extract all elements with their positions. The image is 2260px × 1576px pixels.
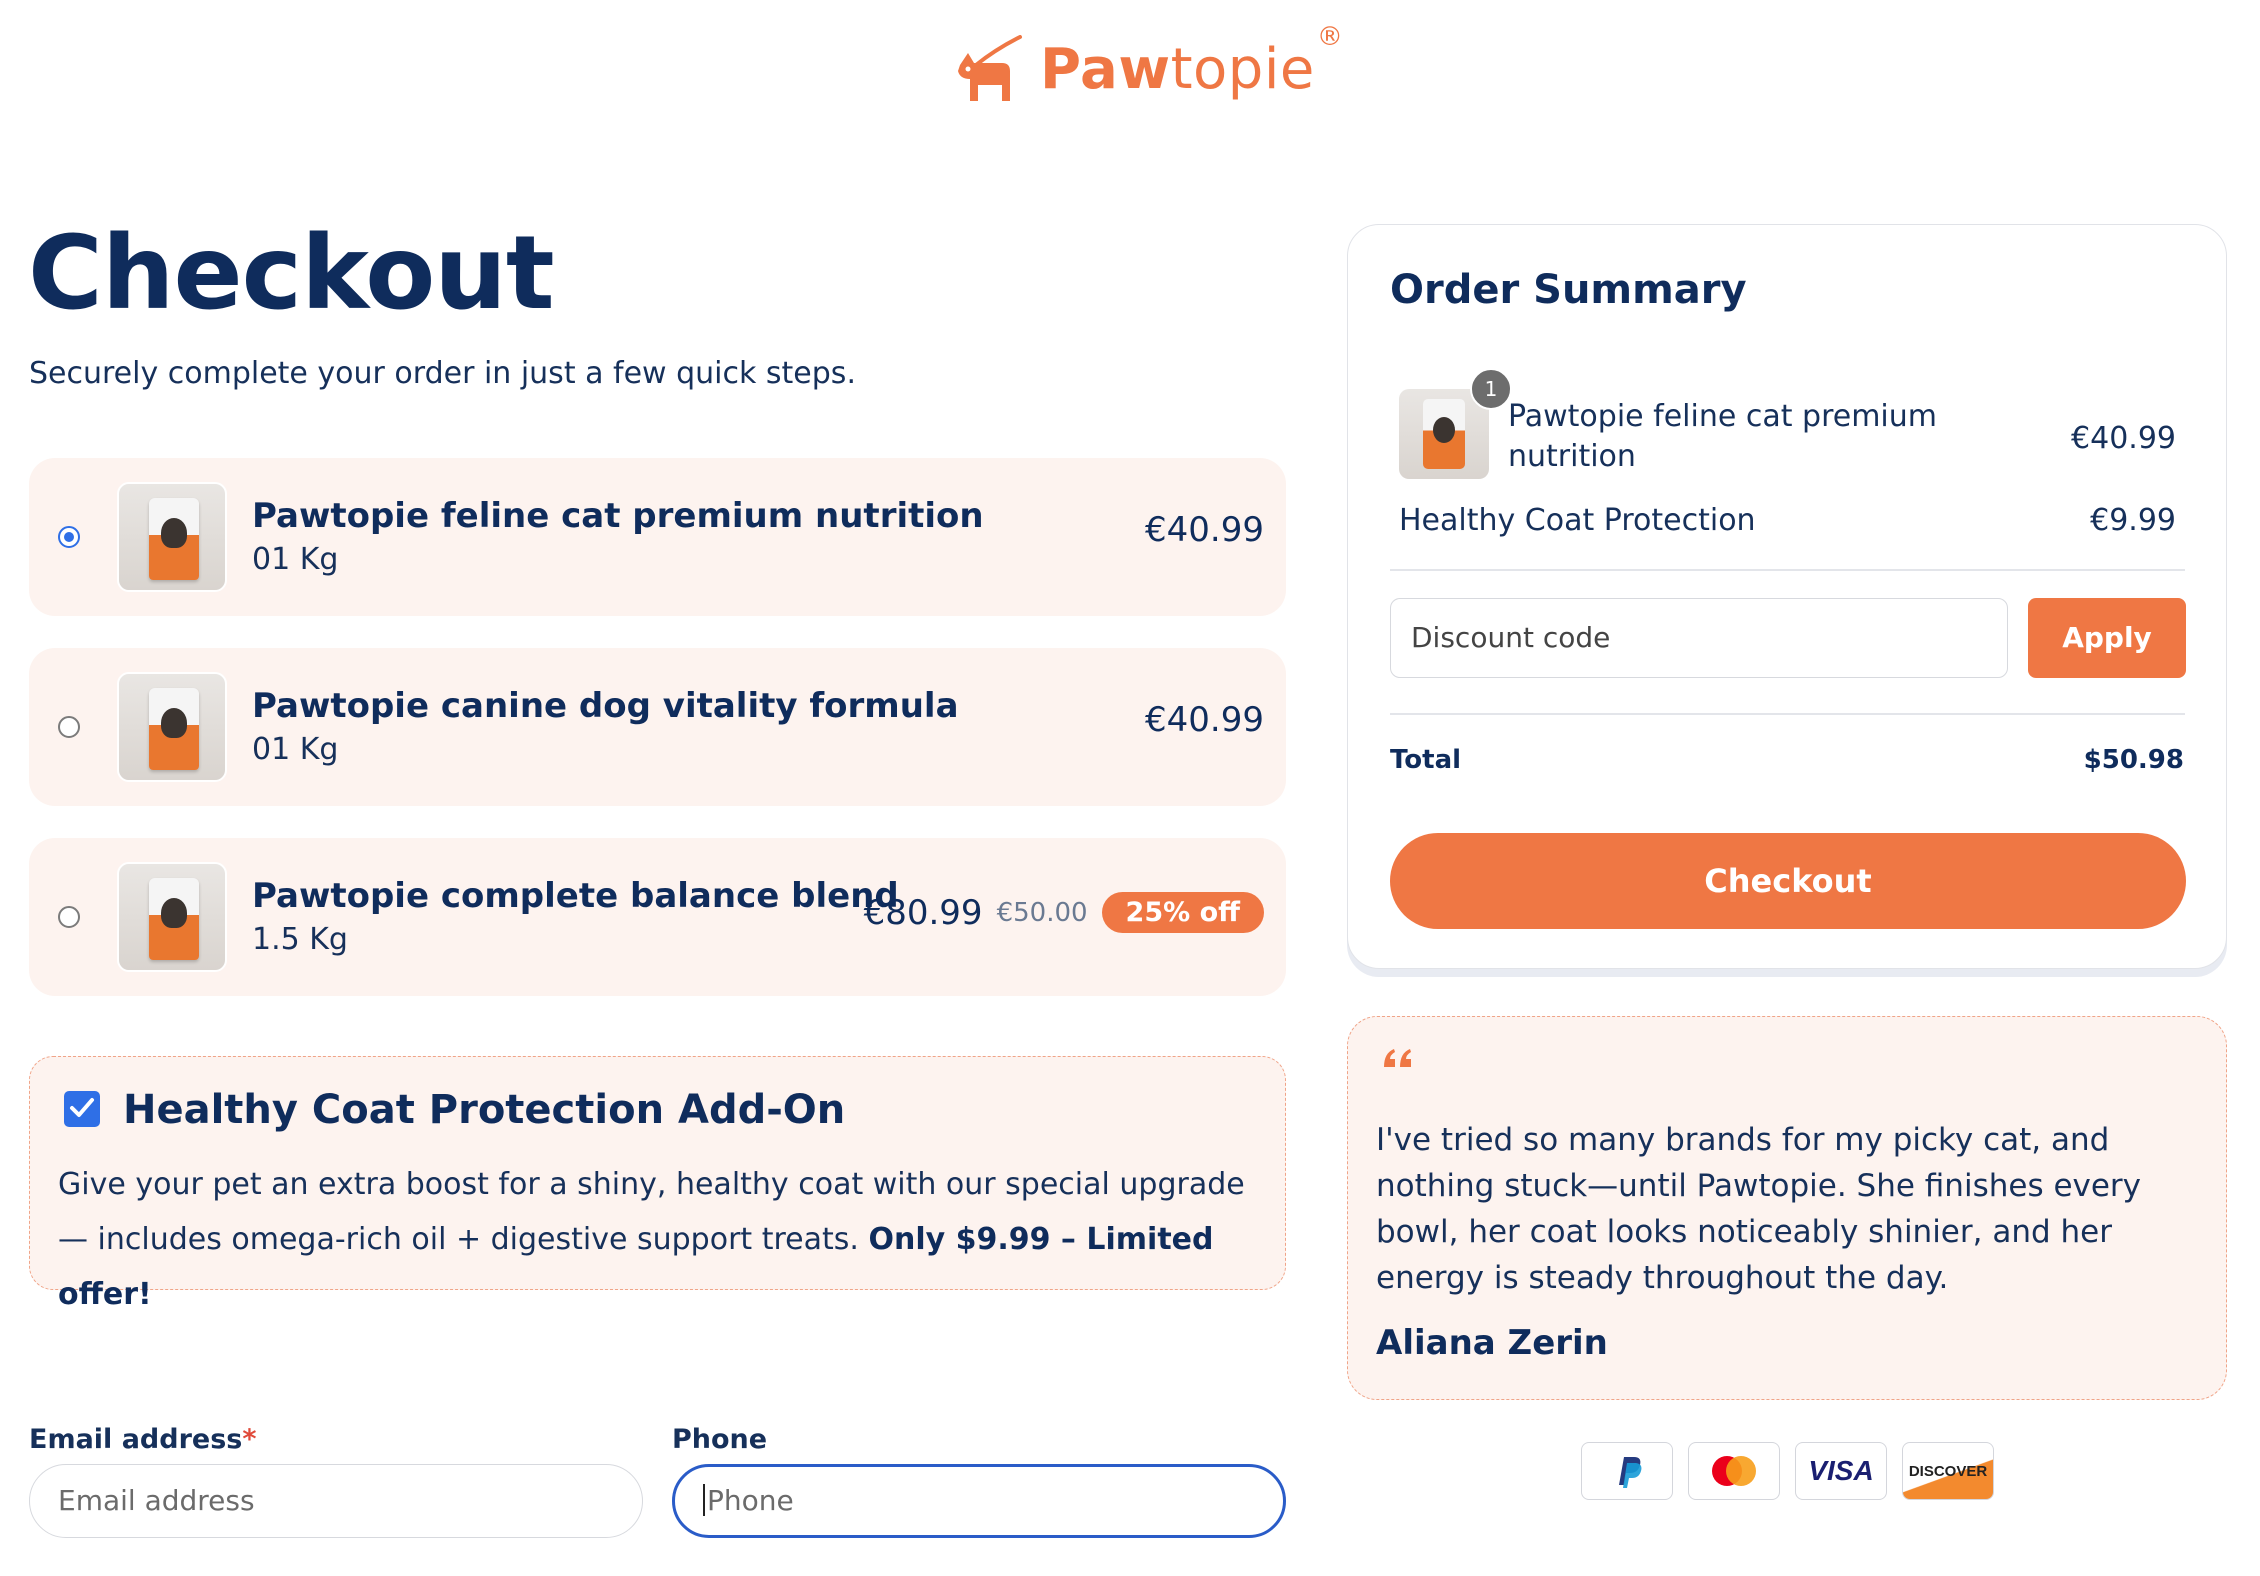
checkout-button[interactable]: Checkout — [1390, 833, 2186, 929]
testimonial-text: I've tried so many brands for my picky cat, and nothing stuck—until Pawtopie. She finishes every bowl, her coat looks noticeably shinier, and her energy is steady throughout the day. — [1376, 1122, 2142, 1296]
product-name: Pawtopie canine dog vitality formula — [252, 686, 959, 726]
order-summary-title: Order Summary — [1390, 267, 1747, 313]
page-title: Checkout — [28, 214, 554, 333]
product-option-3[interactable] — [29, 838, 1286, 996]
product-image-1 — [117, 482, 227, 592]
product-price: €40.99 — [1145, 510, 1264, 550]
summary-item-name: Pawtopie feline cat premium nutrition — [1508, 399, 1937, 474]
quantity-badge: 1 — [1470, 368, 1512, 410]
phone-input[interactable]: Phone — [672, 1464, 1286, 1538]
divider — [1390, 713, 2185, 715]
product-old-price: €50.00 — [996, 897, 1088, 928]
apply-button[interactable]: Apply — [2028, 598, 2186, 678]
phone-label: Phone — [672, 1424, 768, 1455]
product-name: Pawtopie complete balance blend — [252, 876, 899, 916]
addon-title: Healthy Coat Protection Add-On — [123, 1087, 846, 1133]
email-input[interactable]: Email address — [29, 1464, 643, 1538]
product-price: €80.99 — [863, 892, 983, 933]
summary-item-price: €40.99 — [2071, 421, 2176, 456]
discount-badge: 25% off — [1102, 892, 1264, 933]
order-summary-card — [1347, 224, 2227, 969]
product-price: €40.99 — [1145, 700, 1264, 740]
product-radio-1[interactable] — [58, 526, 80, 548]
page-subtitle: Securely complete your order in just a few quick steps. — [29, 356, 856, 391]
product-option-2[interactable] — [29, 648, 1286, 806]
total-label: Total — [1390, 745, 1462, 775]
addon-checkbox[interactable] — [64, 1091, 100, 1127]
total-value: $50.98 — [2083, 745, 2184, 775]
discount-code-input[interactable]: Discount code — [1390, 598, 2008, 678]
quote-icon — [1382, 1045, 1416, 1069]
discover-icon: DISCOVER — [1902, 1442, 1994, 1500]
testimonial-card — [1347, 1016, 2227, 1400]
product-image-2 — [117, 672, 227, 782]
product-radio-3[interactable] — [58, 906, 80, 928]
testimonial-author: Aliana Zerin — [1376, 1323, 1608, 1363]
mastercard-icon — [1688, 1442, 1780, 1500]
product-radio-2[interactable] — [58, 716, 80, 738]
dog-logo-icon — [950, 35, 1030, 105]
summary-addon-name: Healthy Coat Protection — [1399, 503, 1756, 538]
addon-description: Give your pet an extra boost for a shiny, healthy coat with our special upgrade — includes omega-rich oil + digestive support treats. Only $9.99 – Limited offer! — [58, 1167, 1245, 1312]
product-name: Pawtopie feline cat premium nutrition — [252, 496, 984, 536]
checkmark-icon — [69, 1097, 95, 1119]
addon-card — [29, 1056, 1286, 1312]
email-label: Email address* — [29, 1424, 257, 1455]
summary-addon-price: €9.99 — [2090, 503, 2176, 538]
product-weight: 01 Kg — [252, 542, 339, 577]
brand-logo[interactable] — [950, 20, 1343, 120]
product-weight: 1.5 Kg — [252, 922, 348, 957]
product-price-row — [864, 892, 1264, 933]
product-weight: 01 Kg — [252, 732, 339, 767]
brand-name: Pawtopie® — [1040, 22, 1344, 102]
paypal-icon — [1581, 1442, 1673, 1500]
divider — [1390, 569, 2185, 571]
product-option-1[interactable] — [29, 458, 1286, 616]
product-image-3 — [117, 862, 227, 972]
addon-offer: Only $9.99 – Limited offer! — [58, 1222, 1214, 1312]
visa-icon: VISA — [1795, 1442, 1887, 1500]
